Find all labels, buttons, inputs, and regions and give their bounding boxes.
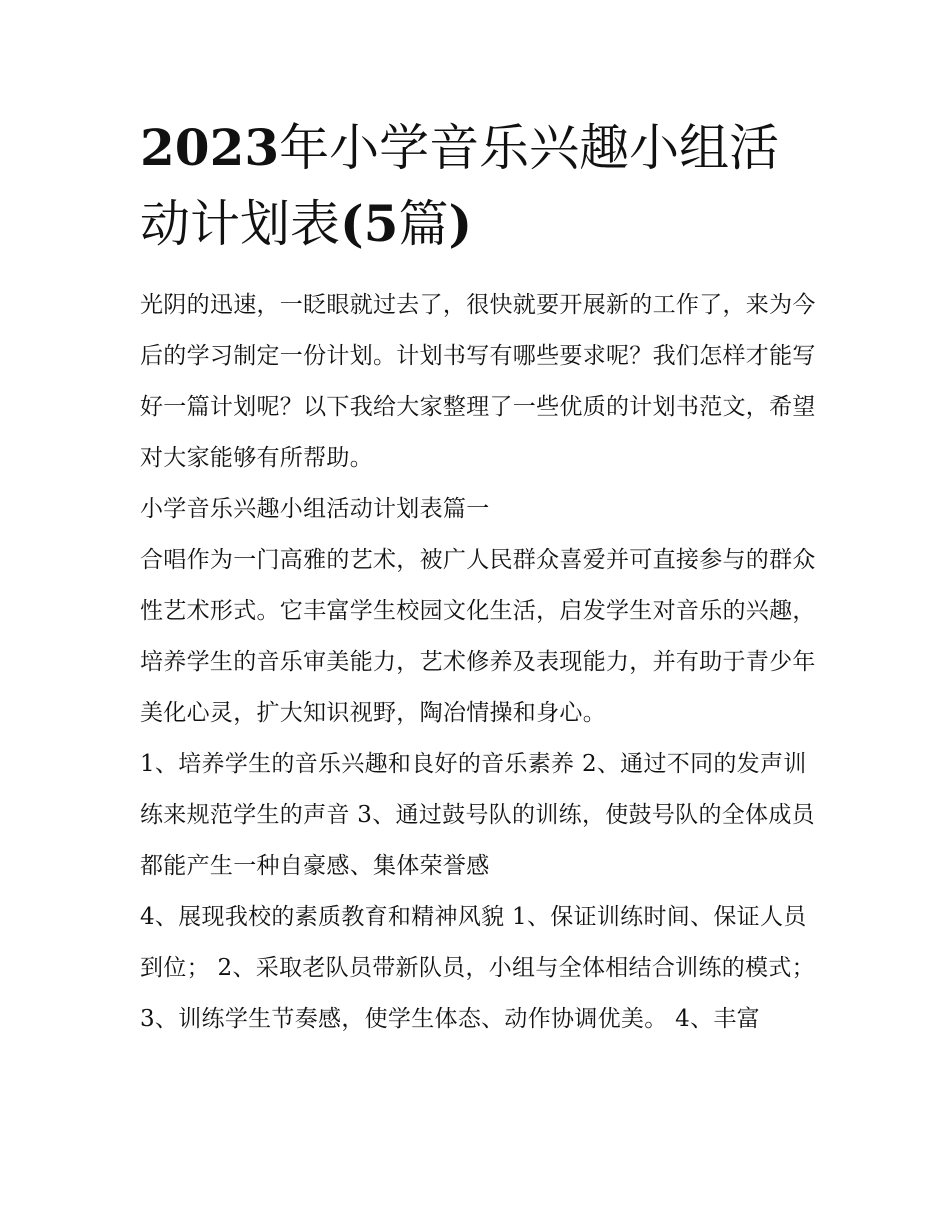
measures-paragraph: 4、展现我校的素质教育和精神风貌 1、保证训练时间、保证人员到位； 2、采取老队员带新队员，小组与全体相结合训练的模式；	[140, 904, 815, 981]
section-heading: 小学音乐兴趣小组活动计划表篇一	[140, 496, 490, 522]
body-paragraph: 合唱作为一门高雅的艺术，被广人民群众喜爱并可直接参与的群众性艺术形式。它丰富学生校园文化生活，启发学生对音乐的兴趣，培养学生的音乐审美能力，艺术修养及表现能力，并有助于青少年美化心灵，扩大知识视野，陶冶情操和身心。	[140, 547, 816, 726]
goals-paragraph: 1、培养学生的音乐兴趣和良好的音乐素养 2、通过不同的发声训练来规范学生的声音 3、通过鼓号队的训练，使鼓号队的全体成员都能产生一种自豪感、集体荣誉感	[140, 751, 815, 879]
document-title: 2023年小学音乐兴趣小组活动计划表(5篇)	[140, 118, 780, 253]
document-body	[140, 280, 820, 1045]
training-paragraph: 3、训练学生节奏感，使学生体态、动作协调优美。 4、丰富	[140, 1006, 760, 1032]
intro-paragraph: 光阴的迅速，一眨眼就过去了，很快就要开展新的工作了，来为今后的学习制定一份计划。计划书写有哪些要求呢？我们怎样才能写好一篇计划呢？以下我给大家整理了一些优质的计划书范文，希望对大家能够有所帮助。	[140, 292, 816, 471]
